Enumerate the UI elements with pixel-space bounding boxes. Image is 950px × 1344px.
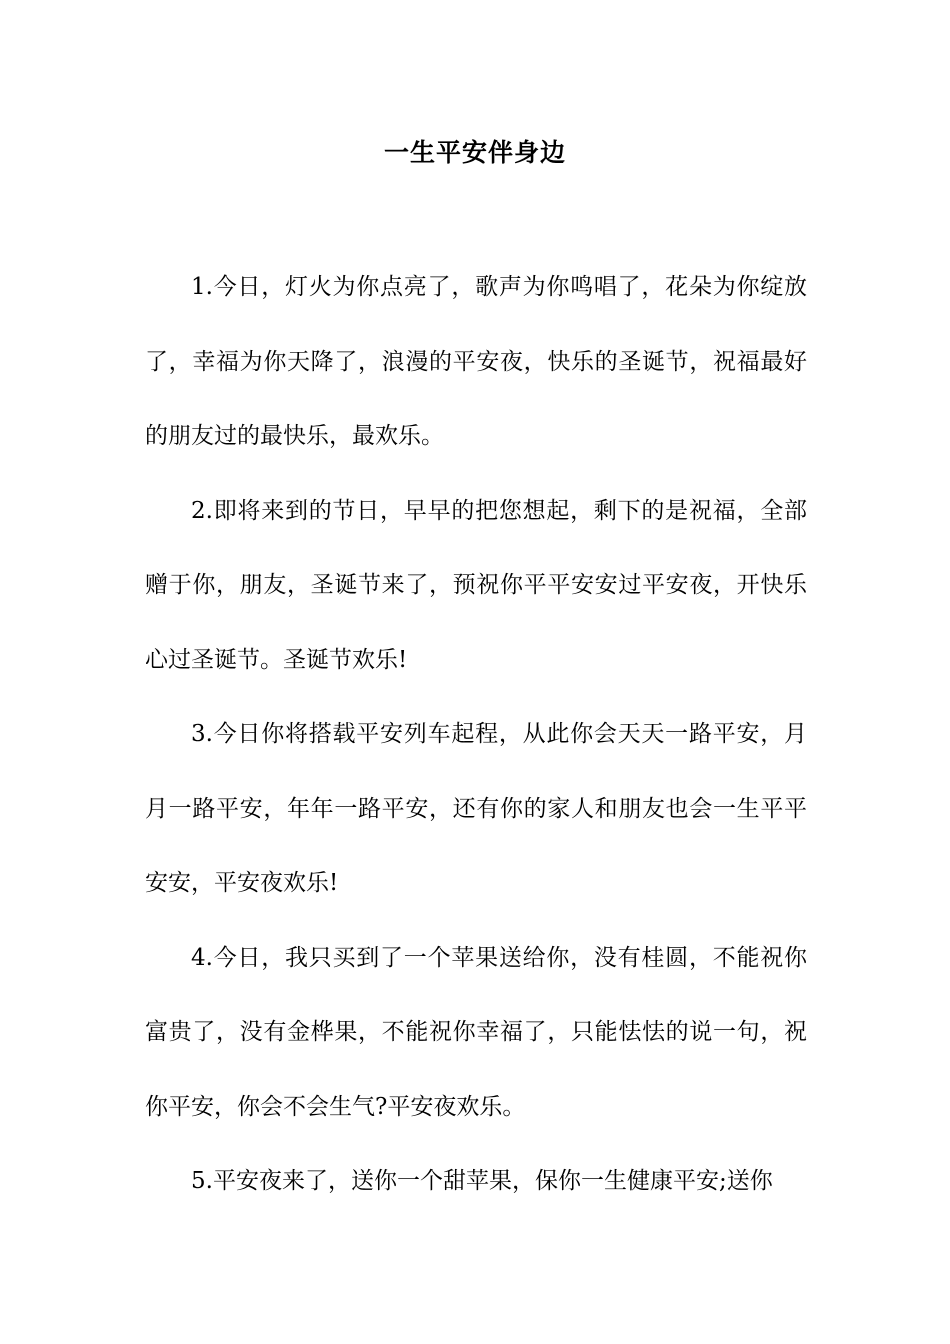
document-body: [145, 250, 807, 1219]
paragraph-1: 1.今日，灯火为你点亮了，歌声为你鸣唱了，花朵为你绽放了，幸福为你天降了，浪漫的平安夜，快乐的圣诞节，祝福最好的朋友过的最快乐，最欢乐。: [145, 274, 807, 449]
paragraph-5: 5.平安夜来了，送你一个甜苹果，保你一生健康平安;送你: [191, 1168, 773, 1194]
document-title: 一生平安伴身边: [383, 138, 566, 167]
paragraph-4: 4.今日，我只买到了一个苹果送给你，没有桂圆，不能祝你富贵了，没有金桦果，不能祝你幸福了，只能怯怯的说一句，祝你平安，你会不会生气?平安夜欢乐。: [145, 944, 807, 1120]
paragraph-2: 2.即将来到的节日，早早的把您想起，剩下的是祝福，全部赠于你，朋友，圣诞节来了，预祝你平平安安过平安夜，开快乐心过圣诞节。圣诞节欢乐!: [145, 497, 807, 673]
paragraph-3: 3.今日你将搭载平安列车起程，从此你会天天一路平安，月月一路平安，年年一路平安，还有你的家人和朋友也会一生平平安安，平安夜欢乐!: [145, 721, 807, 896]
